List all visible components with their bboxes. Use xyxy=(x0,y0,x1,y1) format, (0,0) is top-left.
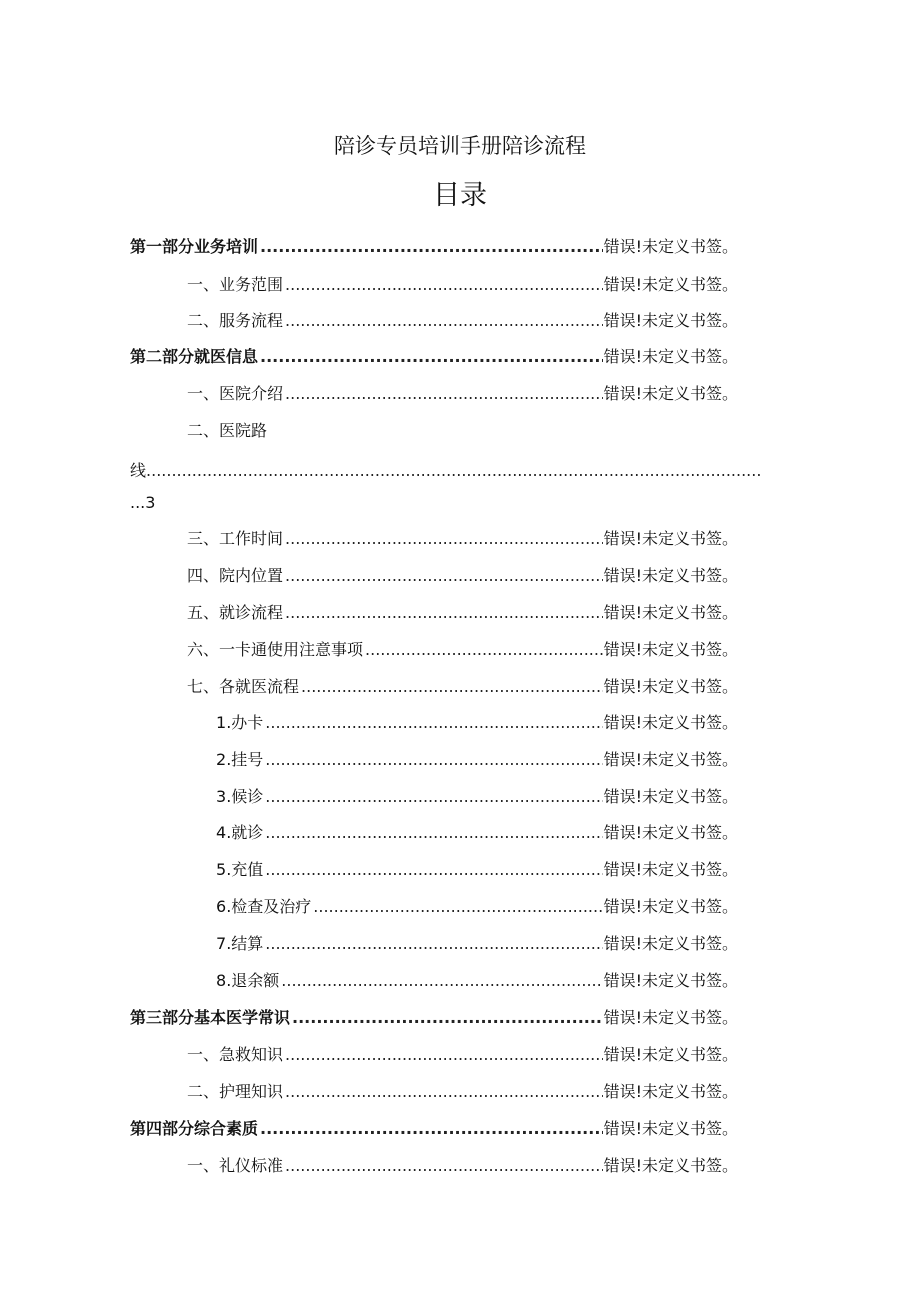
toc-entry-number: 7 xyxy=(216,934,227,953)
toc-entry-number: 2 xyxy=(216,750,227,769)
toc-leader xyxy=(260,1118,603,1140)
toc-entry-nursing[interactable] xyxy=(187,1075,738,1103)
toc-entry-label: .充值 xyxy=(226,860,264,879)
toc-leader xyxy=(285,1081,603,1103)
toc-entry-number: 4 xyxy=(216,823,227,842)
toc-page-error: 错误!未定义书签。 xyxy=(603,384,738,403)
toc-leader xyxy=(265,786,602,808)
toc-entry-label: 一、业务范围 xyxy=(187,275,284,294)
toc-entry-label: 七、各就医流程 xyxy=(187,677,300,696)
toc-entry-work-hours[interactable] xyxy=(187,522,738,550)
toc-page-error: 错误!未定义书签。 xyxy=(603,566,738,585)
toc-page-error: 错误!未定义书签。 xyxy=(603,677,738,696)
toc-leader xyxy=(285,528,603,550)
toc-page-error: 错误!未定义书签。 xyxy=(603,971,738,990)
toc-page-error: 错误!未定义书签。 xyxy=(603,823,738,842)
toc-entry-number: 3 xyxy=(216,787,227,806)
toc-entry-label: 四、院内位置 xyxy=(187,566,284,585)
toc-page-error: 错误!未定义书签。 xyxy=(603,1008,738,1027)
toc-entry-label: .办卡 xyxy=(226,713,264,732)
toc-page-error: 错误!未定义书签。 xyxy=(603,311,738,330)
toc-entry-hospital-route[interactable]: 二、医院路 xyxy=(187,421,268,440)
toc-entry-label: 第一部分业务培训 xyxy=(130,237,259,256)
toc-page-error: 错误!未定义书签。 xyxy=(603,1082,738,1101)
toc-leader xyxy=(313,896,602,918)
toc-leader xyxy=(265,712,602,734)
toc-entry-label: 三、工作时间 xyxy=(187,529,284,548)
toc-entry-hospital-intro[interactable] xyxy=(187,377,738,405)
toc-page-error: 错误!未定义书签。 xyxy=(603,787,738,806)
toc-entry-part-3[interactable] xyxy=(130,1001,738,1029)
toc-entry-number: 6 xyxy=(216,897,227,916)
toc-entry-label: .退余额 xyxy=(226,971,280,990)
toc-entry-label: 二、服务流程 xyxy=(187,311,284,330)
toc-entry-label: 一、急救知识 xyxy=(187,1045,284,1064)
toc-entry-label: 六、一卡通使用注意事项 xyxy=(187,640,364,659)
toc-leader xyxy=(292,1007,603,1029)
toc-entry-first-aid[interactable] xyxy=(187,1038,738,1066)
document-title: 陪诊专员培训手册陪诊流程 xyxy=(334,134,586,158)
toc-leader xyxy=(285,274,603,296)
toc-page-error: 错误!未定义书签。 xyxy=(603,640,738,659)
toc-entry-label: .候诊 xyxy=(226,787,264,806)
toc-entry-label: .挂号 xyxy=(226,750,264,769)
toc-leader xyxy=(285,310,603,332)
toc-page-error: 错误!未定义书签。 xyxy=(603,237,738,256)
toc-entry-visit-flow[interactable] xyxy=(187,596,738,624)
toc-leader xyxy=(285,1044,603,1066)
toc-leader xyxy=(285,565,603,587)
toc-leader xyxy=(265,859,602,881)
toc-leader xyxy=(281,970,602,992)
toc-page-error: 错误!未定义书签。 xyxy=(603,713,738,732)
toc-page-error: 错误!未定义书签。 xyxy=(603,347,738,366)
toc-entry-label: 五、就诊流程 xyxy=(187,603,284,622)
toc-leader xyxy=(365,639,603,661)
toc-page-error: 错误!未定义书签。 xyxy=(603,603,738,622)
toc-entry-label: 第二部分就医信息 xyxy=(130,347,259,366)
toc-page-error: 错误!未定义书签。 xyxy=(603,860,738,879)
toc-leader xyxy=(265,933,602,955)
toc-page-error: 错误!未定义书签。 xyxy=(603,1156,738,1175)
toc-entry-procedures[interactable] xyxy=(187,670,738,698)
toc-page-error: 错误!未定义书签。 xyxy=(603,934,738,953)
toc-entry-label: 第三部分基本医学常识 xyxy=(130,1008,291,1027)
toc-entry-label: 一、医院介绍 xyxy=(187,384,284,403)
toc-leader xyxy=(285,1155,603,1177)
toc-entry-consultation[interactable] xyxy=(216,816,738,844)
toc-entry-registration[interactable] xyxy=(216,743,738,771)
toc-leader xyxy=(260,346,603,368)
toc-entry-label: 第四部分综合素质 xyxy=(130,1119,259,1138)
toc-entry-scope[interactable] xyxy=(187,268,738,296)
toc-entry-label: 二、护理知识 xyxy=(187,1082,284,1101)
toc-entry-card-application[interactable] xyxy=(216,706,738,734)
toc-leader xyxy=(260,236,603,258)
toc-leader xyxy=(146,460,760,482)
toc-entry-number: 1 xyxy=(216,713,227,732)
toc-page-error: 错误!未定义书签。 xyxy=(603,1119,738,1138)
toc-leader xyxy=(285,383,603,405)
toc-entry-service-flow[interactable] xyxy=(187,304,738,332)
toc-entry-part-2[interactable] xyxy=(130,340,738,368)
toc-page-error: 错误!未定义书签。 xyxy=(603,1045,738,1064)
toc-entry-settlement[interactable] xyxy=(216,927,738,955)
toc-entry-card-notes[interactable] xyxy=(187,633,738,661)
toc-leader xyxy=(265,749,602,771)
toc-entry-label: .检查及治疗 xyxy=(226,897,312,916)
toc-heading: 目录 xyxy=(433,180,487,211)
toc-leader xyxy=(301,676,603,698)
toc-entry-refund-balance[interactable] xyxy=(216,964,738,992)
toc-entry-exam-treatment[interactable] xyxy=(216,890,738,918)
toc-entry-waiting[interactable] xyxy=(216,780,738,808)
toc-leader xyxy=(285,602,603,624)
toc-entry-location[interactable] xyxy=(187,559,738,587)
toc-leader xyxy=(265,822,602,844)
toc-entry-part-4[interactable] xyxy=(130,1112,738,1140)
toc-page-number[interactable]: ...3 xyxy=(130,493,156,512)
toc-entry-label: 线 xyxy=(130,461,147,480)
toc-entry-label: .就诊 xyxy=(226,823,264,842)
toc-entry-etiquette[interactable] xyxy=(187,1149,738,1177)
toc-entry-label: 一、礼仪标准 xyxy=(187,1156,284,1175)
toc-page-error: 错误!未定义书签。 xyxy=(603,750,738,769)
toc-entry-part-1[interactable] xyxy=(130,230,738,258)
toc-entry-number: 5 xyxy=(216,860,227,879)
toc-entry-hospital-route-continued[interactable] xyxy=(130,456,760,482)
toc-entry-label: .结算 xyxy=(226,934,264,953)
toc-page-error: 错误!未定义书签。 xyxy=(603,275,738,294)
toc-page-error: 错误!未定义书签。 xyxy=(603,897,738,916)
toc-entry-top-up[interactable] xyxy=(216,853,738,881)
toc-page-error: 错误!未定义书签。 xyxy=(603,529,738,548)
toc-entry-number: 8 xyxy=(216,971,227,990)
